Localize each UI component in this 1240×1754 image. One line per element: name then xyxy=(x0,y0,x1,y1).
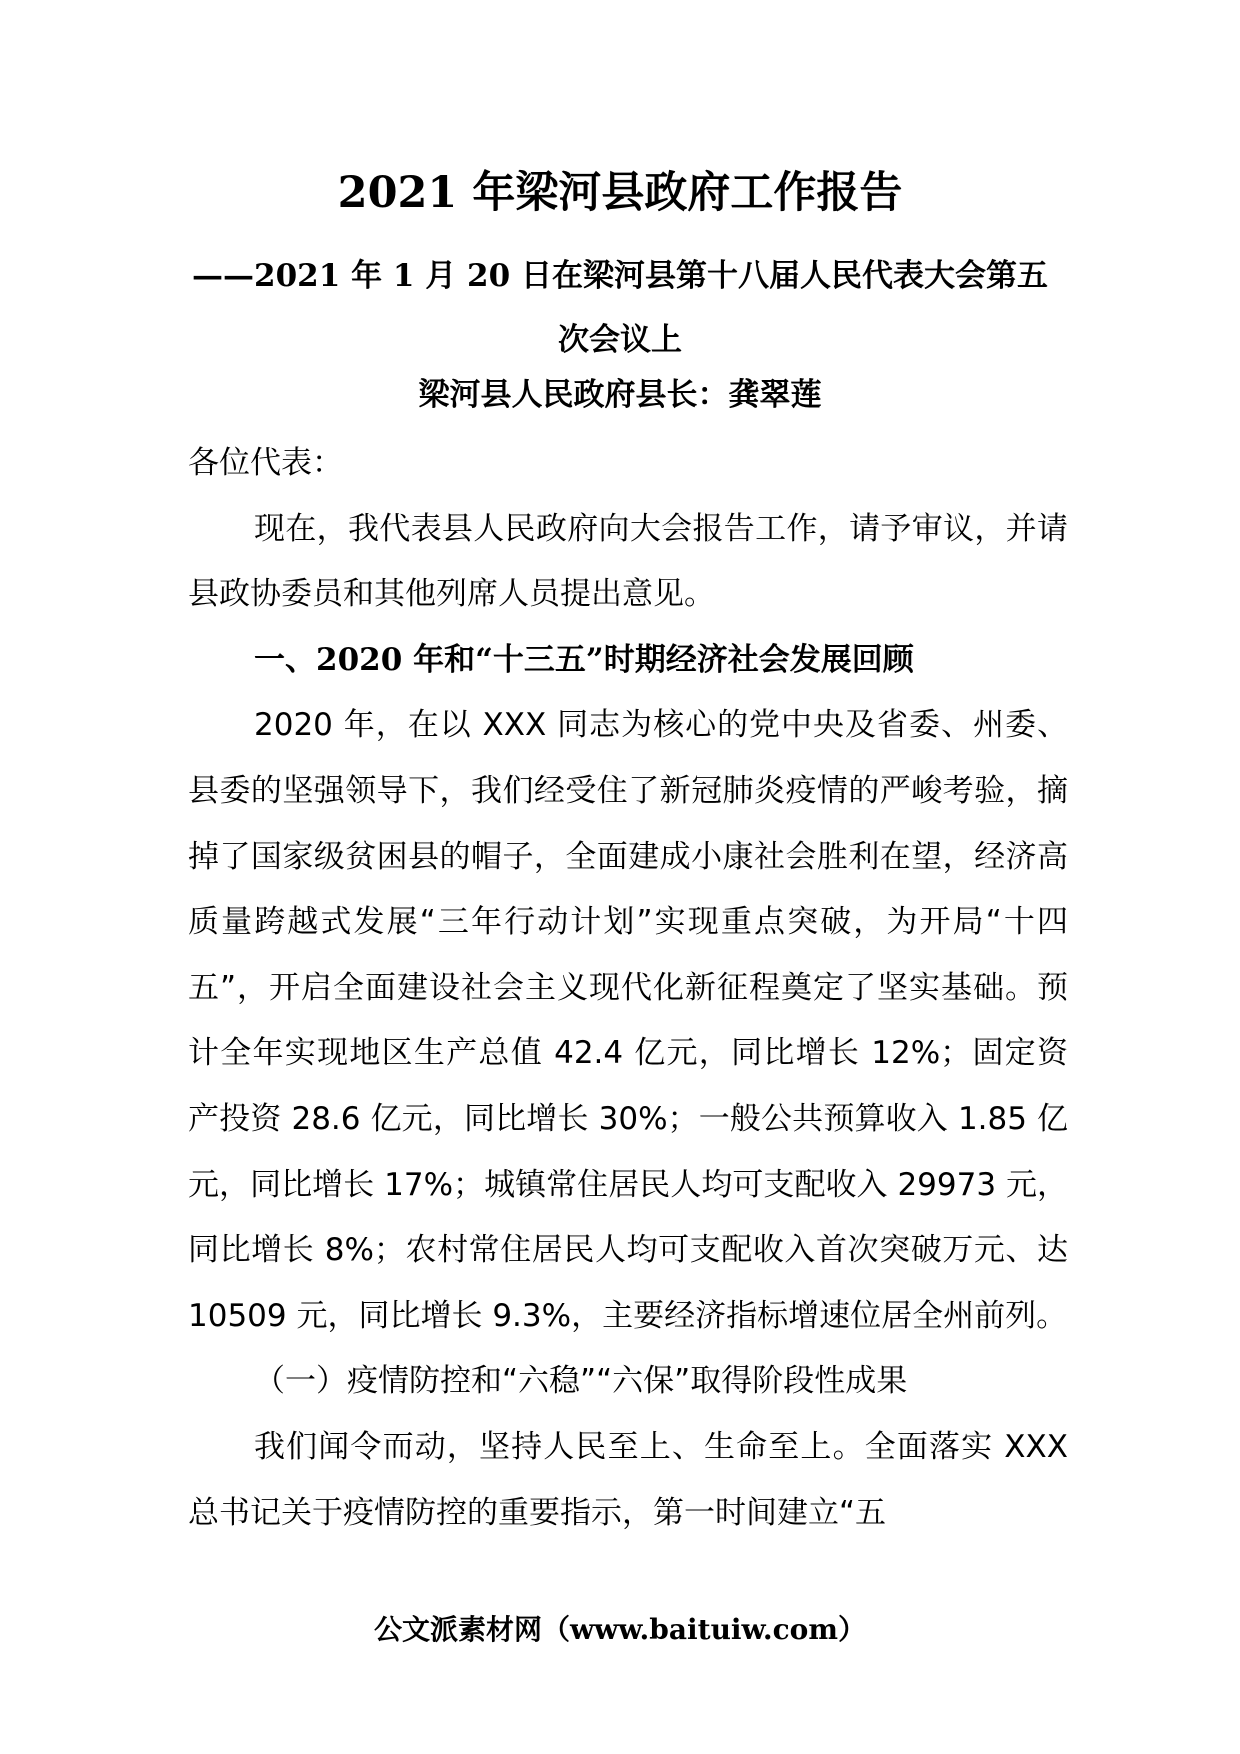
body-paragraph: 我们闻令而动，坚持人民至上、生命至上。全面落实 XXX 总书记关于疫情防控的重要指示，第一时间建立“五 xyxy=(188,1428,1068,1531)
section-heading: 一、2020 年和“十三五”时期经济社会发展回顾 xyxy=(254,641,914,678)
document-subtitle: ——2021 年 1 月 20 日在梁河县第十八届人民代表大会第五次会议上 xyxy=(192,258,1048,358)
footer-watermark-text: 公文派素材网（www.baituiw.com） xyxy=(374,1613,866,1646)
document-body xyxy=(188,431,1068,1546)
body-paragraph: 2020 年，在以 XXX 同志为核心的党中央及省委、州委、县委的坚强领导下，我们经受住了新冠肺炎疫情的严峻考验，摘掉了国家级贫困县的帽子，全面建成小康社会胜利在望，经济高质量跨越式发展“三年行动计划”实现重点突破，为开局“十四五”，开启全面建设社会主义现代化新征程奠定了坚实基础。预计全年实现地区生产总值 42.4 亿元，同比增长 12%；固定资产投资 28.6 亿元，同比增长 30%；一般公共预算收入 1.85 亿元，同比增长 17%；城镇常住居民人均可支配收入 29973 元，同比增长 8%；农村常住居民人均可支配收入首次突破万元、达 10509 元，同比增长 9.3%，主要经济指标增速位居全州前列。 xyxy=(188,707,1068,1334)
subsection-heading: （一）疫情防控和“六稳”“六保”取得阶段性成果 xyxy=(254,1363,908,1400)
body-paragraph: 现在，我代表县人民政府向大会报告工作，请予审议，并请县政协委员和其他列席人员提出意见。 xyxy=(188,510,1068,613)
salutation: 各位代表： xyxy=(188,445,343,481)
document-author: 梁河县人民政府县长：龚翠莲 xyxy=(418,377,822,413)
document-title: 2021 年梁河县政府工作报告 xyxy=(337,168,903,218)
